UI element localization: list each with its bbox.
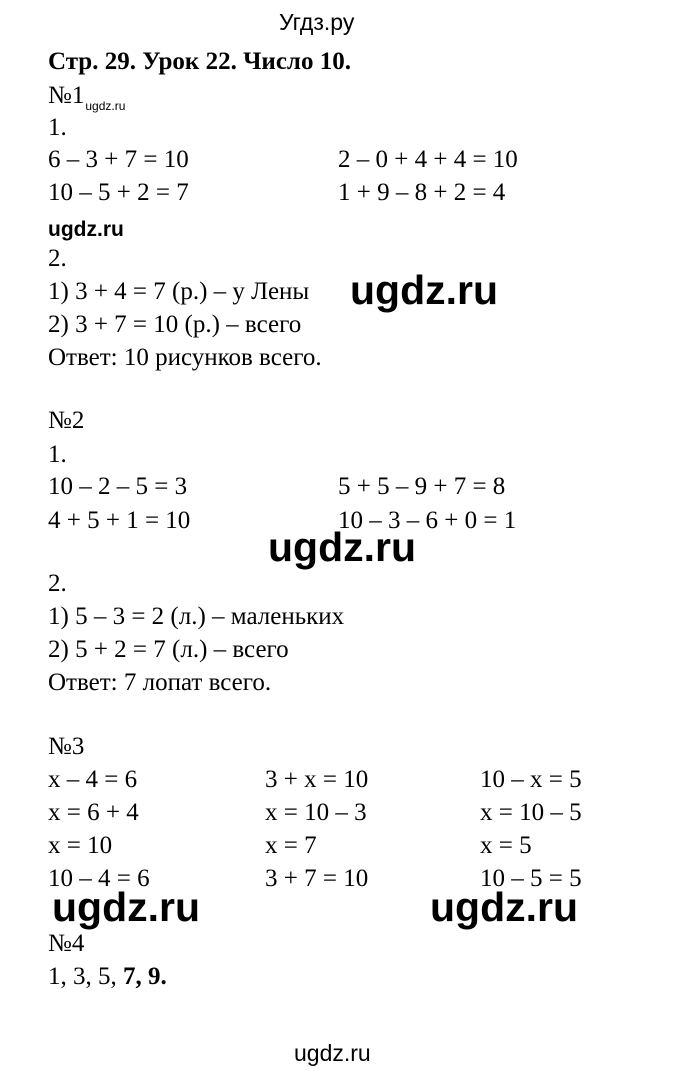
task-1-expression: 1 + 9 – 8 + 2 = 4 [338,179,506,206]
task-3-label: №3 [48,733,85,760]
task-3-check: 3 + 7 = 10 [265,865,369,892]
task-1-expression: 6 – 3 + 7 = 10 [48,146,189,173]
task-3-equation-step: x – 4 = 6 [48,766,138,793]
task-4-sequence [48,964,167,989]
task-1-answer: Ответ: 10 рисунков всего. [48,344,322,371]
task-2-solution-step: 1) 5 – 3 = 2 (л.) – маленьких [48,603,345,630]
watermark-small: ugdz.ru [85,99,126,113]
task-2-answer: Ответ: 7 лопат всего. [48,669,272,696]
task-2-label: №2 [48,407,85,434]
task-3-equation-step: x = 10 – 5 [480,799,582,826]
watermark-medium: ugdz.ru [48,218,124,241]
watermark-large: ugdz.ru [350,267,499,313]
task-4-answer-numbers: 7, 9. [123,963,167,990]
task-1-solution-step: 2) 3 + 7 = 10 (р.) – всего [48,311,302,338]
task-1-part-2-number: 2. [48,245,67,272]
task-1-solution-step: 1) 3 + 4 = 7 (р.) – у Лены [48,278,310,305]
task-1-label: $№1_{ugdz.ru}$ [48,82,126,113]
watermark-large: ugdz.ru [430,884,579,930]
task-2-expression: 10 – 3 – 6 + 0 = 1 [338,507,517,534]
task-3-equation-step: x = 7 [265,832,317,859]
watermark-large: ugdz.ru [268,524,417,570]
page-title: Стр. 29. Урок 22. Число 10. [48,48,351,75]
watermark-large: ugdz.ru [52,884,201,930]
task-2-part-2-number: 2. [48,570,67,597]
task-3-equation-step: 3 + x = 10 [265,766,369,793]
task-3-equation-step: 10 – x = 5 [480,766,582,793]
task-3-equation-step: x = 5 [480,832,532,859]
site-footer: ugdz.ru [294,1040,371,1066]
task-4-given-numbers: 1, 3, 5, [48,963,123,990]
task-1-expression: 2 – 0 + 4 + 4 = 10 [338,146,518,173]
task-3-check: 10 – 5 = 5 [480,865,582,892]
task-1-part-1-number: 1. [48,114,67,141]
task-2-expression: 10 – 2 – 5 = 3 [48,473,188,500]
task-3-equation-step: x = 6 + 4 [48,799,139,826]
task-3-check: 10 – 4 = 6 [48,865,150,892]
task-3-equation-step: x = 10 [48,832,113,859]
task-1-expression: 10 – 5 + 2 = 7 [48,179,189,206]
task-2-expression: 5 + 5 – 9 + 7 = 8 [338,473,506,500]
task-3-equation-step: x = 10 – 3 [265,799,367,826]
task-2-solution-step: 2) 5 + 2 = 7 (л.) – всего [48,636,289,663]
task-2-expression: 4 + 5 + 1 = 10 [48,507,191,534]
task-2-part-1-number: 1. [48,441,67,468]
task-4-label: №4 [48,930,85,957]
site-header: Угдз.ру [279,9,355,35]
